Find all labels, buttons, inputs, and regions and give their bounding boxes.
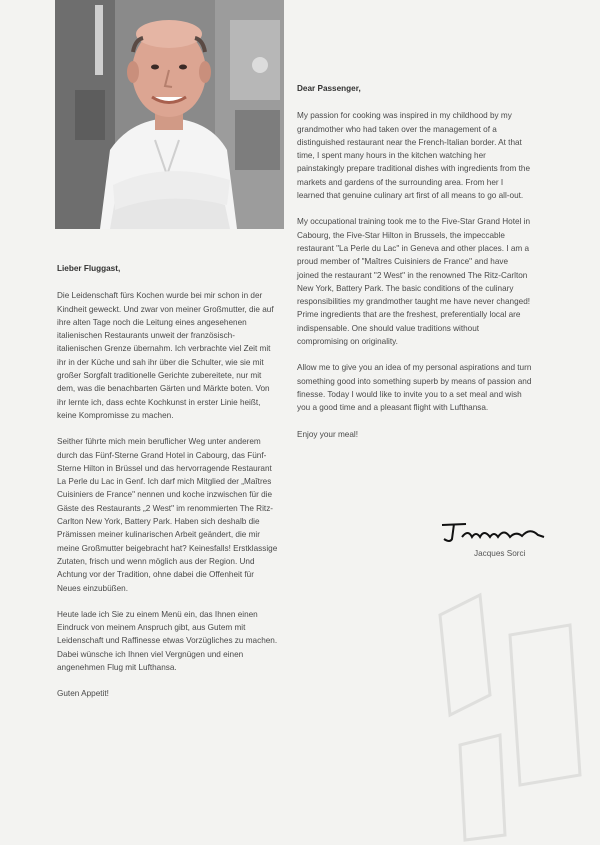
german-closing: Guten Appetit! [57,689,109,699]
english-paragraph-1: My passion for cooking was inspired in my childhood by my grandmother who had taken over the management of a distinguished restaurant near the French-Italian border. At that time, I spent many hours in the kitchen watching her painstakingly prepare traditional dishes with ingredients from the markets and gardens of the surrounding area. From her I learned that genuine culinary art first of all means to go all-out. [297,111,531,201]
german-paragraph-3: Heute lade ich Sie zu einem Menü ein, das Ihnen einen Eindruck von meinem Anspruch gibt, aus Gutem mit Leidenschaft und Raffinesse etwas Vorzügliches zu machen. Dabei wünsche ich Ihnen viel Vergnügen und einen angenehmen Flug mit Lufthansa. [57,609,278,673]
german-paragraph-2: Seither führte mich mein beruflicher Weg unter anderem durch das Fünf-Sterne Grand Hotel in Cabourg, das Fünf-Sterne Hilton in Brüssel und das hervorragende Restaurant La Perle du Lac in Genf. Ich darf mich Mitglied der „Maîtres Cuisiniers de France" nennen und koche inzwischen für die Gäste des Restaurants „2 West" im renommierten The Ritz-Carlton New York, Battery Park. Haben sich deshalb die Prämissen meiner kulinarischen Arbeit geändert, die mir meine Großmutter beigebracht hat? Keinesfalls! Erstklassige Zutaten, frisch und wenn möglich aus der Region. Und Achtung vor der Tradition, ohne dabei die Offenheit für Neues einzubüßen. [57,437,278,593]
english-greeting: Dear Passenger, [297,84,361,93]
english-paragraph-2: My occupational training took me to the Five-Star Grand Hotel in Cabourg, the Five-Star Hilton in Brussels, the impeccable restaurant "La Perle du Lac" in Geneva and other places. I am a proud member of "Maîtres Cuisiniers de France" and have joined the restaurant "2 West" in the renowned The Ritz-Carlton New York, Battery Park. The basic conditions of the culinary responsibilities my grandmother taught me have never changed! Prime ingredients that are the freshest, preferentially local are indispensable. One should value traditions without compromising on originality. [297,217,531,347]
english-closing: Enjoy your meal! [297,429,358,439]
german-paragraph-1: Die Leidenschaft fürs Kochen wurde bei mir schon in der Kindheit geweckt. Und zwar von meiner Großmutter, die auf ihre alten Tage noch die Leitung eines angesehenen italienischen Restaurants unweit der französisch-italienischen Grenze übernahm. Ich verbrachte viel Zeit mit ihr in der Küche und sah ihr über die Schulter, wie sie mit großer Sorgfalt traditionelle Gerichte zubereitete, nur mit dem, was die benachbarten Gärten und Märkte boten. Von ihr lernte ich, dass echte Kochkunst in erster Linie heißt, keine Kompromisse zu machen. [57,291,274,420]
chef-portrait-image [55,0,284,229]
english-paragraph-3: Allow me to give you an idea of my personal aspirations and turn something good into something superb by means of passion and finesse. Today I would like to invite you to a set meal and wish you a good time and a pleasant flight with Lufthansa. [297,363,532,413]
chef-photo [55,0,284,229]
german-greeting: Lieber Fluggast, [57,264,121,273]
signer-name: Jacques Sorci [474,549,526,558]
english-letter [297,82,532,454]
handwritten-signature [438,519,548,545]
german-letter [57,262,279,714]
faint-background-sketch [420,575,600,845]
